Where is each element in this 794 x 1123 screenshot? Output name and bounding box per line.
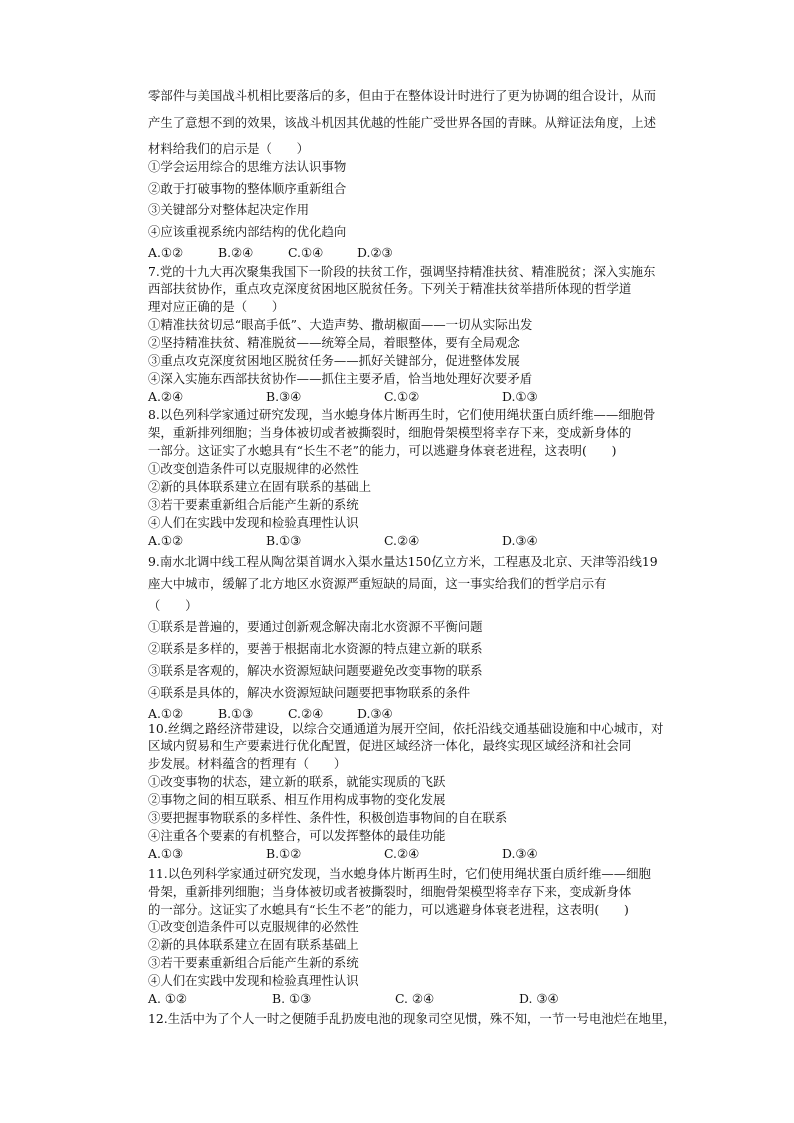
q11-option-a: A. ①② [148, 991, 188, 1006]
q10-stem-line-1: 10.丝绸之路经济带建设，以综合交通通道为展开空间，依托沿线交通基础设施和中心城市，对 [148, 721, 664, 736]
q6-stem-line-3: 材料给我们的启示是（ ） [148, 141, 310, 156]
q6-option-d: D.②③ [357, 245, 393, 260]
q6-stem-line-2: 产生了意想不到的效果，该战斗机因其优越的性能广受世界各国的青睐。从辩证法角度，上述 [148, 115, 657, 130]
q7-option-c: C.①② [384, 389, 420, 404]
q11-stem-line-2: 骨架，重新排列细胞；当身体被切或者被撕裂时，细胞骨架模型将幸存下来，变成新身体 [148, 884, 632, 899]
q6-item-2: ②敢于打破事物的整体顺序重新组合 [148, 181, 347, 196]
q11-option-b: B. ①③ [272, 991, 312, 1006]
q6-option-c: C.①④ [288, 245, 324, 260]
q8-stem-line-2: 架，重新排列细胞；当身体被切或者被撕裂时，细胞骨架模型将幸存下来，变成新身体的 [148, 425, 632, 440]
q11-option-c: C. ②④ [395, 991, 435, 1006]
q8-item-2: ②新的具体联系建立在固有联系的基础上 [148, 479, 372, 494]
q7-item-3: ③重点攻克深度贫困地区脱贫任务——抓好关键部分，促进整体发展 [148, 353, 520, 368]
q7-option-b: B.③④ [266, 389, 302, 404]
q10-item-4: ④注重各个要素的有机整合，可以发挥整体的最佳功能 [148, 828, 446, 843]
q9-item-1: ①联系是普遍的，要通过创新观念解决南北水资源不平衡问题 [148, 619, 483, 634]
q11-item-3: ③若干要素重新组合后能产生新的系统 [148, 955, 359, 970]
q9-item-3: ③联系是客观的，解决水资源短缺问题要避免改变事物的联系 [148, 663, 483, 678]
q6-stem-line-1: 零部件与美国战斗机相比要落后的多，但由于在整体设计时进行了更为协调的组合设计，从而 [148, 88, 657, 103]
q7-option-d: D.①③ [502, 389, 538, 404]
q7-item-4: ④深入实施东西部扶贫协作——抓住主要矛盾，恰当地处理好次要矛盾 [148, 371, 533, 386]
q8-option-b: B.①③ [266, 533, 302, 548]
q9-item-2: ②联系是多样的，要善于根据南北水资源的特点建立新的联系 [148, 641, 483, 656]
q9-stem-line-1: 9.南水北调中线工程从陶岔渠首调水入渠水量达150亿立方米，工程惠及北京、天津等沿线19 [148, 554, 658, 569]
q7-stem-line-2: 西部扶贫协作，重点攻克深度贫困地区脱贫任务。下列关于精准扶贫举措所体现的哲学道 [148, 281, 632, 296]
q10-stem-line-2: 区域内贸易和生产要素进行优化配置，促进区域经济一体化，最终实现区域经济和社会同 [148, 738, 632, 753]
q6-item-3: ③关键部分对整体起决定作用 [148, 202, 310, 217]
q8-stem-line-1: 8.以色列科学家通过研究发现，当水螅身体片断再生时，它们使用绳状蛋白质纤维——细胞骨 [148, 407, 656, 422]
q7-item-1: ①精准扶贫切忌“眼高手低”、大造声势、撒胡椒面——一切从实际出发 [148, 317, 533, 332]
q11-stem-line-1: 11.以色列科学家通过研究发现，当水螅身体片断再生时，它们使用绳状蛋白质纤维——细胞 [148, 866, 651, 881]
q7-stem-line-3: 理对应正确的是（ ） [148, 299, 285, 314]
q11-item-1: ①改变创造条件可以克服规律的必然性 [148, 919, 359, 934]
q12-stem-line-1: 12.生活中为了个人一时之便随手乱扔废电池的现象司空见惯，殊不知，一节一号电池烂在地里， [148, 1011, 676, 1026]
q8-option-c: C.②④ [384, 533, 420, 548]
q9-option-a: A.①② [148, 706, 184, 721]
q8-option-a: A.①② [148, 533, 184, 548]
q6-option-b: B.②④ [218, 245, 254, 260]
q11-item-4: ④人们在实践中发现和检验真理性认识 [148, 973, 359, 988]
q8-option-d: D.③④ [502, 533, 538, 548]
q6-item-1: ①学会运用综合的思维方法认识事物 [148, 159, 347, 174]
q7-option-a: A.②④ [148, 389, 184, 404]
q10-item-2: ②事物之间的相互联系、相互作用构成事物的变化发展 [148, 792, 446, 807]
q8-item-1: ①改变创造条件可以克服规律的必然性 [148, 461, 359, 476]
q10-option-c: C.②④ [384, 846, 420, 861]
q7-stem-line-1: 7.党的十九大再次聚集我国下一阶段的扶贫工作，强调坚持精准扶贫、精准脱贫；深入实施东 [148, 264, 656, 279]
q10-stem-line-3: 步发展。材料蕴含的哲理有（ ） [148, 756, 347, 771]
q10-option-a: A.①③ [148, 846, 184, 861]
q8-stem-line-3: 一部分。这证实了水螅具有“长生不老”的能力，可以逃避身体衰老进程，这表明( ) [148, 443, 617, 458]
q7-item-2: ②坚持精准扶贫、精准脱贫——统筹全局，着眼整体，要有全局观念 [148, 335, 520, 350]
q10-item-1: ①改变事物的状态，建立新的联系，就能实现质的飞跃 [148, 774, 446, 789]
q10-option-d: D.③④ [502, 846, 538, 861]
q11-stem-line-3: 的一部分。这证实了水螅具有“长生不老”的能力，可以逃避身体衰老进程，这表明( ) [148, 902, 629, 917]
q6-option-a: A.①② [148, 245, 184, 260]
q9-option-c: C.②④ [288, 706, 324, 721]
q10-item-3: ③要把握事物联系的多样性、条件性，积极创造事物间的自在联系 [148, 810, 508, 825]
q8-item-4: ④人们在实践中发现和检验真理性认识 [148, 515, 359, 530]
q9-stem-line-2: 座大中城市，缓解了北方地区水资源严重短缺的局面，这一事实给我们的哲学启示有 [148, 576, 607, 591]
q9-item-4: ④联系是具体的，解决水资源短缺问题要把事物联系的条件 [148, 685, 471, 700]
q9-stem-line-3: （ ） [148, 598, 198, 613]
q9-option-b: B.①③ [218, 706, 254, 721]
q9-option-d: D.③④ [357, 706, 393, 721]
q6-item-4: ④应该重视系统内部结构的优化趋向 [148, 224, 347, 239]
q8-item-3: ③若干要素重新组合后能产生新的系统 [148, 497, 359, 512]
q11-item-2: ②新的具体联系建立在固有联系基础上 [148, 937, 359, 952]
q11-option-d: D. ③④ [519, 991, 559, 1006]
q10-option-b: B.①② [266, 846, 302, 861]
